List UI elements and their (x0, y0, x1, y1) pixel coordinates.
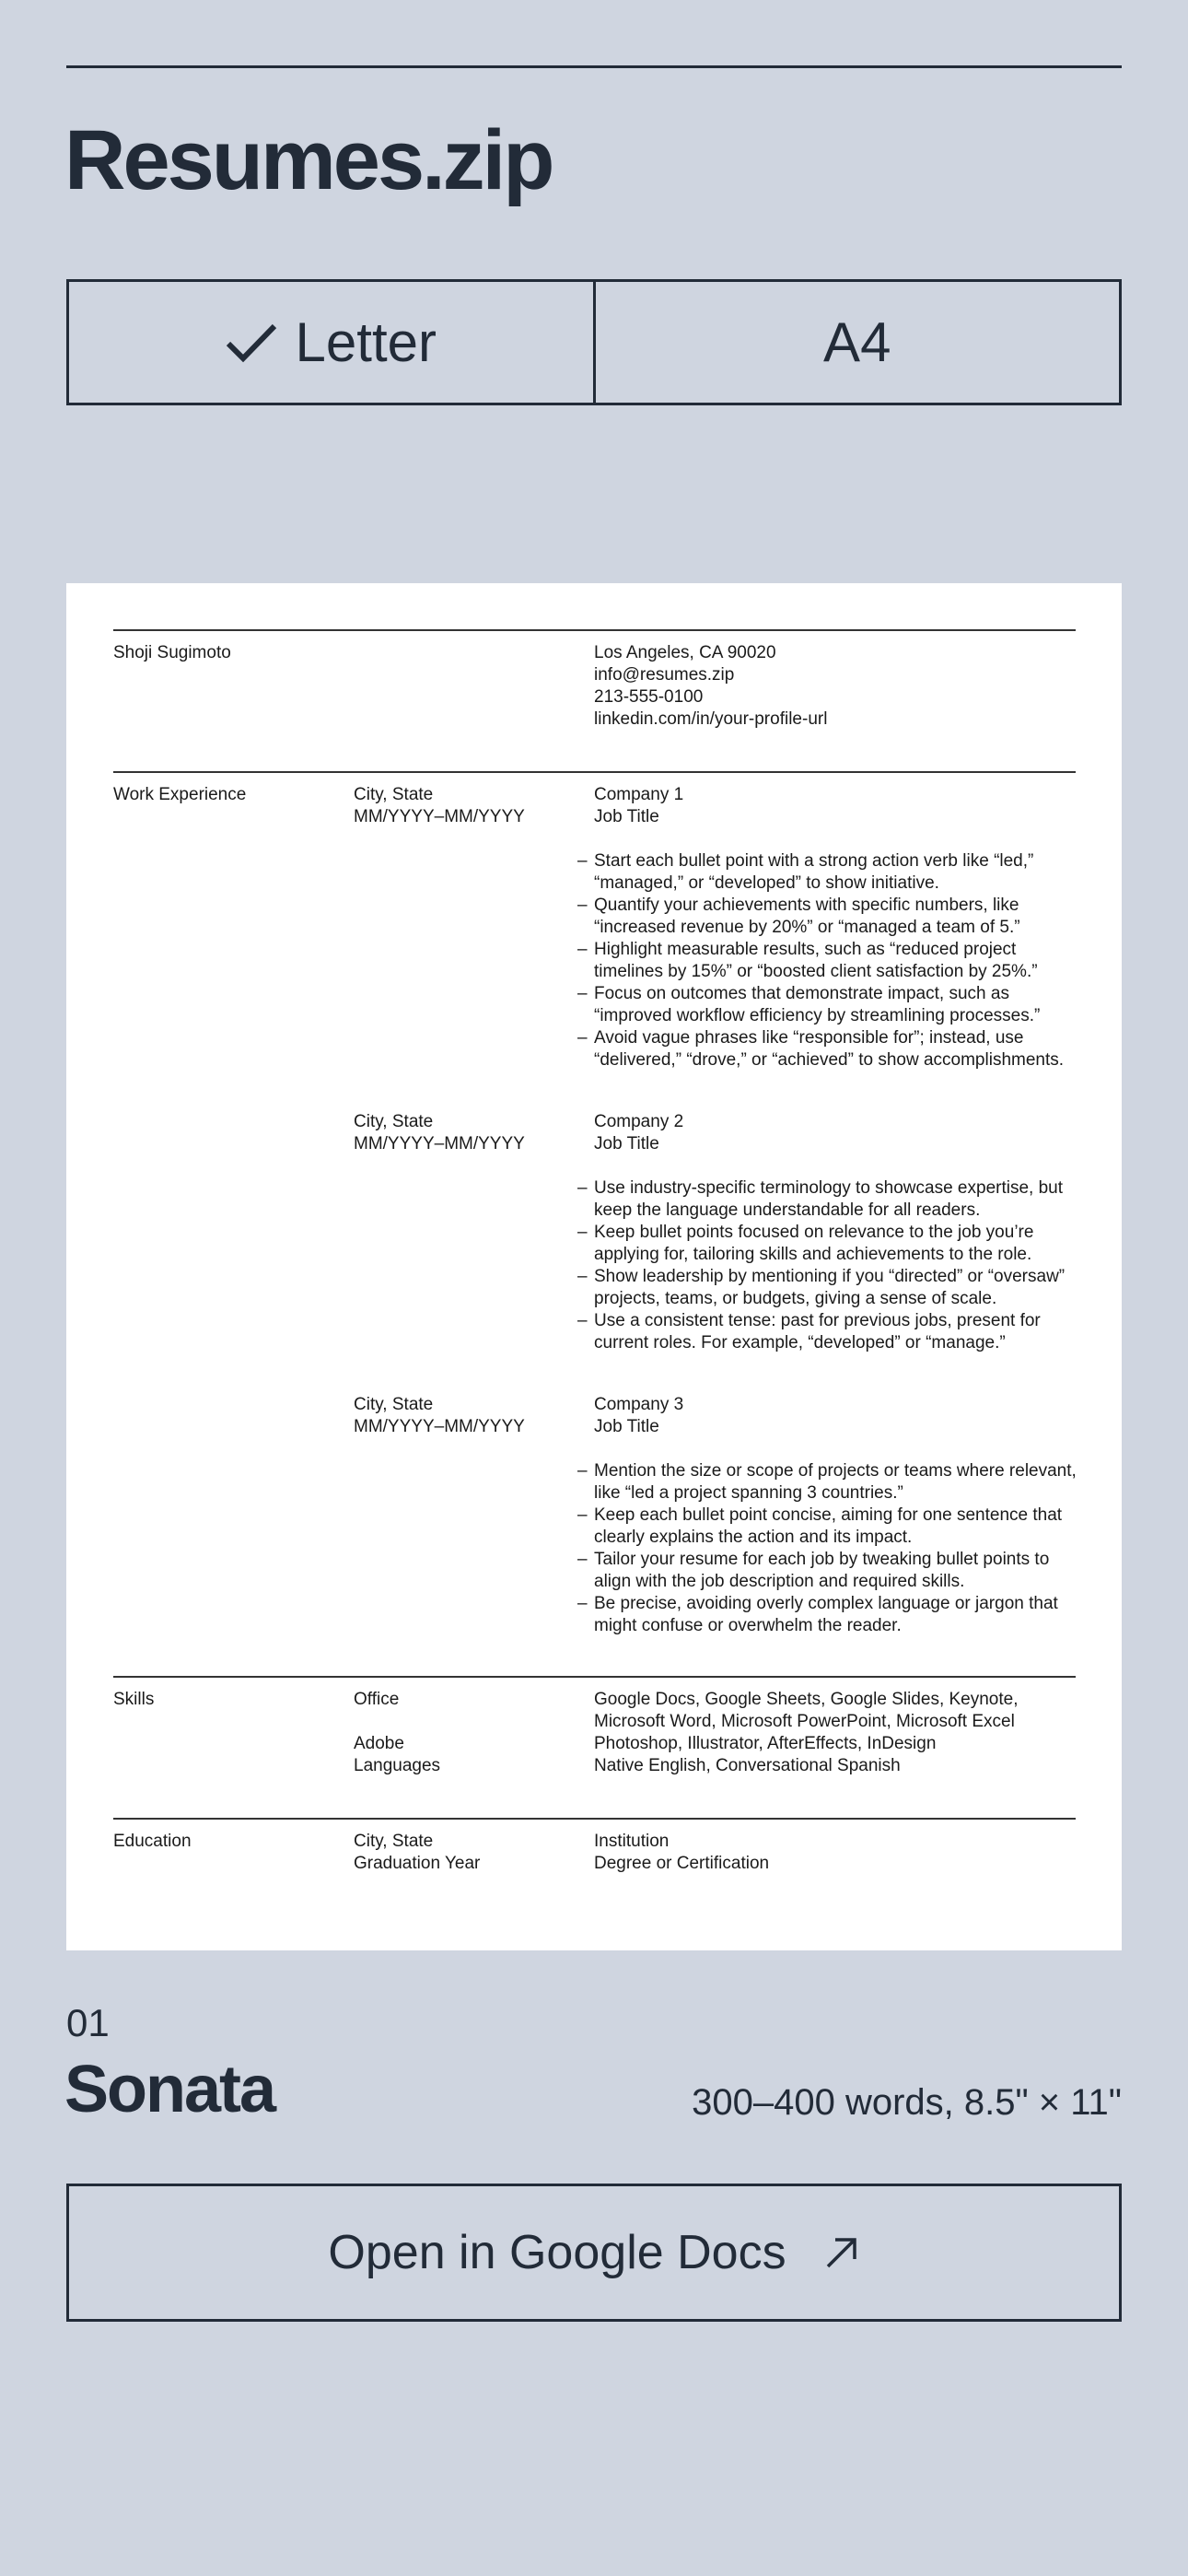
job-location: City, State (354, 1112, 434, 1131)
resume-divider (113, 771, 1076, 773)
work-experience-heading: Work Experience (113, 785, 247, 804)
bullet-item: – Show leadership by mentioning if you “directed” or “oversaw” projects, teams, or budgets, giving a sense of scale. (577, 1267, 1066, 1308)
paper-size-letter-label: Letter (295, 311, 437, 373)
job-dates: MM/YYYY–MM/YYYY (354, 1417, 525, 1436)
resume-divider (113, 1818, 1076, 1820)
paper-size-letter-button[interactable] (69, 282, 593, 403)
resume-divider (113, 629, 1076, 631)
job-3-meta (354, 1394, 525, 1438)
cta-label: Open in Google Docs (328, 2226, 786, 2279)
skill-value-languages: Native English, Conversational Spanish (594, 1756, 901, 1775)
job-title: Job Title (594, 1417, 659, 1436)
education-institution: Institution (594, 1832, 670, 1851)
contact-phone: 213-555-0100 (594, 687, 704, 707)
paper-size-a4-button[interactable] (593, 282, 1120, 403)
job-1-details (577, 784, 1082, 1071)
education-heading: Education (113, 1832, 192, 1851)
app-title: Resumes.zip (64, 113, 553, 207)
job-bullets (577, 850, 1082, 1071)
education-meta (354, 1831, 480, 1875)
skill-value-adobe: Photoshop, Illustrator, AfterEffects, InDesign (594, 1734, 937, 1753)
resume-contact (594, 642, 1082, 731)
bullet-item: – Use industry-specific terminology to showcase expertise, but keep the language understandable for all readers. (577, 1178, 1064, 1220)
education-year: Graduation Year (354, 1854, 481, 1873)
job-location: City, State (354, 1395, 434, 1414)
skills-heading: Skills (113, 1690, 155, 1709)
education-details (594, 1831, 1082, 1875)
resume-divider (113, 1676, 1076, 1678)
job-company: Company 3 (594, 1395, 684, 1414)
job-1-meta (354, 784, 525, 828)
template-name: Sonata (64, 2053, 275, 2126)
resume-name: Shoji Sugimoto (113, 643, 231, 662)
template-number: 01 (66, 2001, 110, 2044)
contact-address: Los Angeles, CA 90020 (594, 643, 776, 662)
bullet-item: – Avoid vague phrases like “responsible for”; instead, use “delivered,” “drove,” or “achieved” to show accomplishments. (577, 1028, 1065, 1070)
top-divider (66, 65, 1122, 68)
template-meta: 300–400 words, 8.5" × 11" (692, 2082, 1122, 2123)
job-2-details (577, 1111, 1082, 1354)
job-2-meta (354, 1111, 525, 1155)
contact-email: info@resumes.zip (594, 665, 735, 685)
skill-label-languages: Languages (354, 1756, 441, 1775)
education-degree: Degree or Certification (594, 1854, 770, 1873)
bullet-item: – Tailor your resume for each job by tweaking bullet points to align with the job description and required skills. (577, 1550, 1050, 1591)
resume-preview (66, 583, 1122, 1950)
job-company: Company 2 (594, 1112, 684, 1131)
bullet-item: – Keep each bullet point concise, aiming for one sentence that clearly explains the action and its impact. (577, 1505, 1063, 1547)
bullet-item: – Start each bullet point with a strong action verb like “led,” “managed,” or “developed” to show initiative. (577, 851, 1034, 893)
education-location: City, State (354, 1832, 434, 1851)
contact-linkedin: linkedin.com/in/your-profile-url (594, 709, 828, 729)
external-arrow-icon (823, 2234, 860, 2271)
job-bullets (577, 1460, 1082, 1637)
bullet-item: – Use a consistent tense: past for previous jobs, present for current roles. For example, “developed” or “manage.” (577, 1311, 1041, 1352)
bullet-item: – Be precise, avoiding overly complex language or jargon that might confuse or overwhelm the reader. (577, 1594, 1058, 1635)
job-company: Company 1 (594, 785, 684, 804)
skills-labels (354, 1689, 440, 1777)
checkmark-icon (226, 322, 277, 364)
skill-label-adobe: Adobe (354, 1734, 404, 1753)
paper-size-a4-label: A4 (823, 311, 891, 373)
skill-label-office: Office (354, 1690, 400, 1709)
job-location: City, State (354, 785, 434, 804)
job-dates: MM/YYYY–MM/YYYY (354, 807, 525, 826)
skills-values (594, 1689, 1082, 1777)
bullet-item: – Keep bullet points focused on relevance to the job you’re applying for, tailoring skills and achievements to the role. (577, 1223, 1034, 1264)
bullet-item: – Quantify your achievements with specific numbers, like “increased revenue by 20%” or “managed a team of 5.” (577, 896, 1020, 937)
bullet-item: – Focus on outcomes that demonstrate impact, such as “improved workflow efficiency by streamlining processes.” (577, 984, 1041, 1025)
job-title: Job Title (594, 807, 659, 826)
job-bullets (577, 1177, 1082, 1354)
open-in-google-docs-button[interactable] (66, 2184, 1122, 2322)
job-dates: MM/YYYY–MM/YYYY (354, 1134, 525, 1153)
bullet-item: – Mention the size or scope of projects or teams where relevant, like “led a project spanning 3 countries.” (577, 1461, 1077, 1503)
job-title: Job Title (594, 1134, 659, 1153)
bullet-item: – Highlight measurable results, such as “reduced project timelines by 15%” or “boosted client satisfaction by 25%.” (577, 940, 1038, 981)
paper-size-toggle (66, 279, 1122, 405)
skill-value-office: Microsoft Word, Microsoft PowerPoint, Microsoft Excel (594, 1712, 1015, 1731)
job-3-details (577, 1394, 1082, 1637)
skill-value-office: Google Docs, Google Sheets, Google Slides, Keynote, (594, 1690, 1019, 1709)
